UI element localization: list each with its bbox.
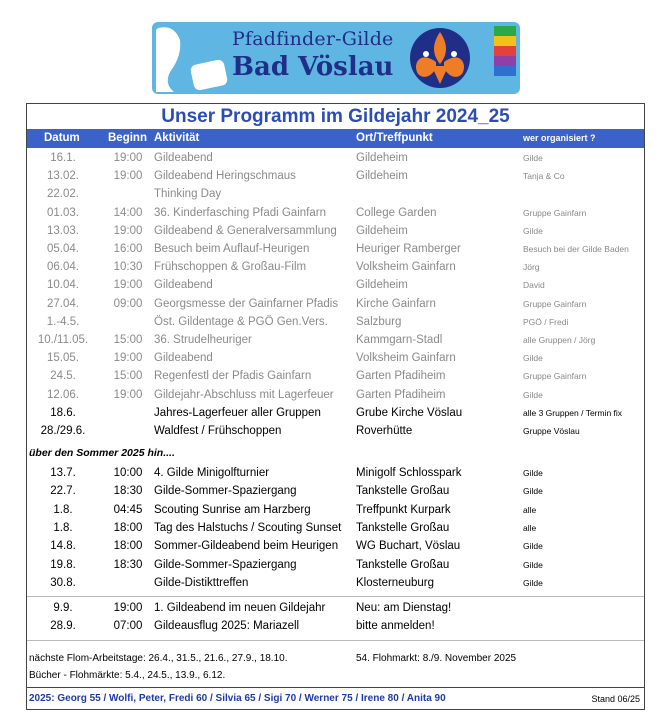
row-activity: Georgsmesse der Gainfarner Pfadis: [154, 297, 339, 310]
row-time: 14:00: [113, 206, 143, 219]
row-activity: Jahres-Lagerfeuer aller Gruppen: [154, 406, 321, 419]
table-row: [27, 483, 644, 501]
row-time: 18:30: [113, 558, 143, 571]
row-time: 16:00: [113, 243, 143, 255]
row-date: 1.8.: [53, 503, 73, 516]
row-time: 19:00: [113, 279, 143, 292]
row-location: Minigolf Schlosspark: [356, 467, 462, 479]
row-organizer: Gilde: [523, 389, 543, 400]
row-date: 16.1.: [50, 152, 76, 164]
row-organizer: Gilde: [523, 153, 543, 163]
row-date: 13.03.: [47, 224, 79, 237]
row-time: 09:00: [113, 297, 143, 310]
table-row: [27, 502, 644, 520]
row-time: 10:30: [113, 261, 143, 274]
row-date: 14.8.: [50, 540, 76, 553]
header-location: Ort/Treffpunkt: [356, 132, 433, 144]
row-location: Tankstelle Großau: [356, 521, 450, 534]
row-date: 05.04.: [47, 243, 79, 255]
row-time: 07:00: [113, 620, 143, 633]
row-activity: Scouting Sunrise am Harzberg: [154, 503, 311, 516]
row-location: Gildeheim: [356, 279, 408, 292]
row-activity: 4. Gilde Minigolfturnier: [154, 467, 270, 479]
row-activity: Thinking Day: [154, 188, 222, 201]
row-date: 06.04.: [47, 261, 79, 274]
table-row: [27, 600, 644, 618]
row-activity: 36. Kinderfasching Pfadi Gainfarn: [154, 206, 326, 219]
summer-heading: über den Sommer 2025 hin....: [29, 447, 175, 459]
row-activity: Gildejahr-Abschluss mit Lagerfeuer: [154, 388, 334, 401]
row-organizer: alle: [523, 522, 537, 533]
flohmarkt-date: 54. Flohmarkt: 8./9. November 2025: [356, 653, 517, 664]
row-activity: Tag des Halstuchs / Scouting Sunset: [154, 521, 342, 534]
row-location: Garten Pfadiheim: [356, 370, 446, 383]
row-location: WG Buchart, Vöslau: [356, 540, 461, 553]
row-location: Klosterneuburg: [356, 576, 434, 589]
row-date: 10.04.: [47, 279, 79, 292]
table-row: [27, 557, 644, 575]
row-time: 19:00: [113, 352, 143, 365]
row-time: 19:00: [113, 224, 143, 237]
row-date: 30.8.: [50, 576, 76, 589]
table-row: [27, 405, 644, 423]
table-row: [27, 314, 644, 332]
row-location: Grube Kirche Vöslau: [356, 406, 463, 419]
table-row: [27, 520, 644, 538]
row-organizer: Gilde: [523, 468, 543, 478]
row-date: 24.5.: [50, 370, 76, 383]
row-activity: Gildeabend Heringschmaus: [154, 170, 296, 183]
header-activity: Aktivität: [154, 132, 200, 144]
row-organizer: Gruppe Gainfarn: [523, 207, 587, 218]
row-time: 19:00: [113, 602, 143, 614]
row-activity: Regenfestl der Pfadis Gainfarn: [154, 370, 312, 383]
row-date: 22.02.: [47, 188, 79, 201]
row-date: 1.8.: [53, 521, 73, 534]
row-time: 04:45: [113, 503, 143, 516]
table-header: [27, 129, 644, 148]
row-time: 19:00: [113, 152, 143, 164]
page-title: Unser Programm im Gildejahr 2024_25: [161, 106, 510, 127]
row-organizer: Gilde: [523, 559, 543, 570]
row-date: 22.7.: [50, 485, 76, 498]
row-location: Gildeheim: [356, 224, 408, 237]
stand-date: Stand 06/25: [591, 694, 640, 704]
table-row: [27, 423, 644, 441]
row-activity: Gildeabend: [154, 152, 213, 164]
row-activity: Gilde-Sommer-Spaziergang: [154, 558, 297, 571]
row-date: 1.-4.5.: [46, 315, 80, 328]
row-organizer: alle 3 Gruppen / Termin fix: [523, 407, 623, 418]
row-date: 28./29.6.: [40, 425, 86, 437]
logo-subtitle: Bad Vöslau: [232, 52, 394, 82]
row-organizer: Jörg: [523, 262, 540, 273]
row-date: 28.9.: [50, 620, 76, 633]
table-row: [27, 241, 644, 259]
row-activity: Gilde-Sommer-Spaziergang: [154, 485, 297, 498]
row-time: 15:00: [113, 334, 143, 346]
row-location: Roverhütte: [356, 425, 413, 437]
row-date: 10./11.05.: [37, 334, 89, 346]
row-location: bitte anmelden!: [356, 620, 435, 633]
row-date: 18.6.: [50, 406, 76, 419]
table-row: [27, 387, 644, 405]
row-organizer: Gilde: [523, 353, 543, 364]
row-organizer: Gilde: [523, 225, 543, 236]
table-row: [27, 350, 644, 368]
header-time: Beginn: [108, 132, 147, 144]
row-location: Treffpunkt Kurpark: [356, 503, 451, 516]
row-location: Heuriger Ramberger: [356, 243, 461, 255]
row-location: College Garden: [356, 206, 437, 219]
row-activity: Gilde-Distikttreffen: [154, 576, 249, 589]
row-time: 19:00: [113, 388, 143, 401]
row-time: 18:00: [113, 521, 143, 534]
program-frame: [26, 103, 645, 710]
book-markets: Bücher - Flohmärkte: 5.4., 24.5., 13.9., 6.12.: [29, 670, 226, 681]
row-date: 19.8.: [50, 558, 76, 571]
row-time: 10:00: [113, 467, 143, 479]
row-activity: 36. Strudelheuriger: [154, 334, 252, 346]
row-organizer: PGÖ / Fredi: [523, 316, 569, 327]
table-row: [27, 465, 644, 483]
row-activity: Frühschoppen & Großau-Film: [154, 261, 307, 274]
row-location: Salzburg: [356, 315, 402, 328]
row-time: 15:00: [113, 370, 143, 383]
table-row: [27, 296, 644, 314]
row-location: Garten Pfadiheim: [356, 388, 446, 401]
table-row: [27, 277, 644, 295]
row-location: Kirche Gainfarn: [356, 297, 436, 310]
row-location: Gildeheim: [356, 152, 408, 164]
row-organizer: Besuch bei der Gilde Baden: [523, 244, 629, 254]
divider: [27, 596, 644, 597]
row-activity: Gildeabend: [154, 352, 213, 365]
header-organizer: wer organisiert ?: [523, 133, 596, 143]
logo-title: Pfadfinder-Gilde: [232, 28, 394, 50]
row-location: Volksheim Gainfarn: [356, 261, 456, 274]
row-date: 27.04.: [47, 297, 79, 310]
table-row: [27, 186, 644, 204]
row-organizer: Gruppe Vöslau: [523, 426, 580, 436]
row-location: Volksheim Gainfarn: [356, 352, 456, 365]
table-row: [27, 538, 644, 556]
table-row: [27, 259, 644, 277]
table-row: [27, 168, 644, 186]
divider: [27, 640, 644, 641]
row-organizer: Tanja & Co: [523, 171, 565, 182]
row-activity: Sommer-Gildeabend beim Heurigen: [154, 540, 339, 553]
table-row: [27, 223, 644, 241]
row-time: 18:00: [113, 540, 143, 553]
table-row: [27, 618, 644, 636]
row-activity: 1. Gildeabend im neuen Gildejahr: [154, 602, 326, 614]
row-organizer: Gilde: [523, 577, 543, 588]
table-row: [27, 205, 644, 223]
row-activity: Waldfest / Frühschoppen: [154, 425, 282, 437]
row-date: 01.03.: [47, 206, 79, 219]
row-date: 12.06.: [47, 388, 79, 401]
row-location: Tankstelle Großau: [356, 485, 450, 498]
row-organizer: David: [523, 280, 545, 291]
table-row: [27, 368, 644, 386]
row-activity: Gildeausflug 2025: Mariazell: [154, 620, 300, 633]
logo: [152, 22, 520, 94]
birthdays: 2025: Georg 55 / Wolfi, Peter, Fredi 60 / Silvia 65 / Sigi 70 / Werner 75 / Irene 80 / Anita 90: [29, 693, 446, 704]
row-organizer: alle: [523, 504, 537, 515]
row-location: Neu: am Dienstag!: [356, 602, 452, 614]
row-organizer: Gilde: [523, 541, 543, 552]
row-time: 18:30: [113, 485, 143, 498]
row-location: Gildeheim: [356, 170, 408, 183]
table-row: [27, 575, 644, 593]
row-organizer: alle Gruppen / Jörg: [523, 335, 596, 345]
row-location: Tankstelle Großau: [356, 558, 450, 571]
divider: [27, 687, 644, 688]
header-date: Datum: [44, 132, 80, 144]
row-activity: Gildeabend & Generalversammlung: [154, 224, 337, 237]
row-location: Kammgarn-Stadl: [356, 334, 443, 346]
row-date: 9.9.: [53, 602, 73, 614]
row-time: 19:00: [113, 170, 143, 183]
row-organizer: Gruppe Gainfarn: [523, 298, 587, 309]
row-organizer: Gruppe Gainfarn: [523, 371, 587, 382]
row-date: 15.05.: [47, 352, 79, 365]
row-activity: Besuch beim Auflauf-Heurigen: [154, 243, 310, 255]
row-activity: Öst. Gildentage & PGÖ Gen.Vers.: [154, 315, 328, 328]
row-date: 13.7.: [50, 467, 76, 479]
row-organizer: Gilde: [523, 486, 543, 497]
flom-work-days: nächste Flom-Arbeitstage: 26.4., 31.5., 21.6., 27.9., 18.10.: [29, 653, 288, 664]
row-activity: Gildeabend: [154, 279, 213, 292]
table-row: [27, 150, 644, 168]
table-row: [27, 332, 644, 350]
row-date: 13.02.: [47, 170, 79, 183]
